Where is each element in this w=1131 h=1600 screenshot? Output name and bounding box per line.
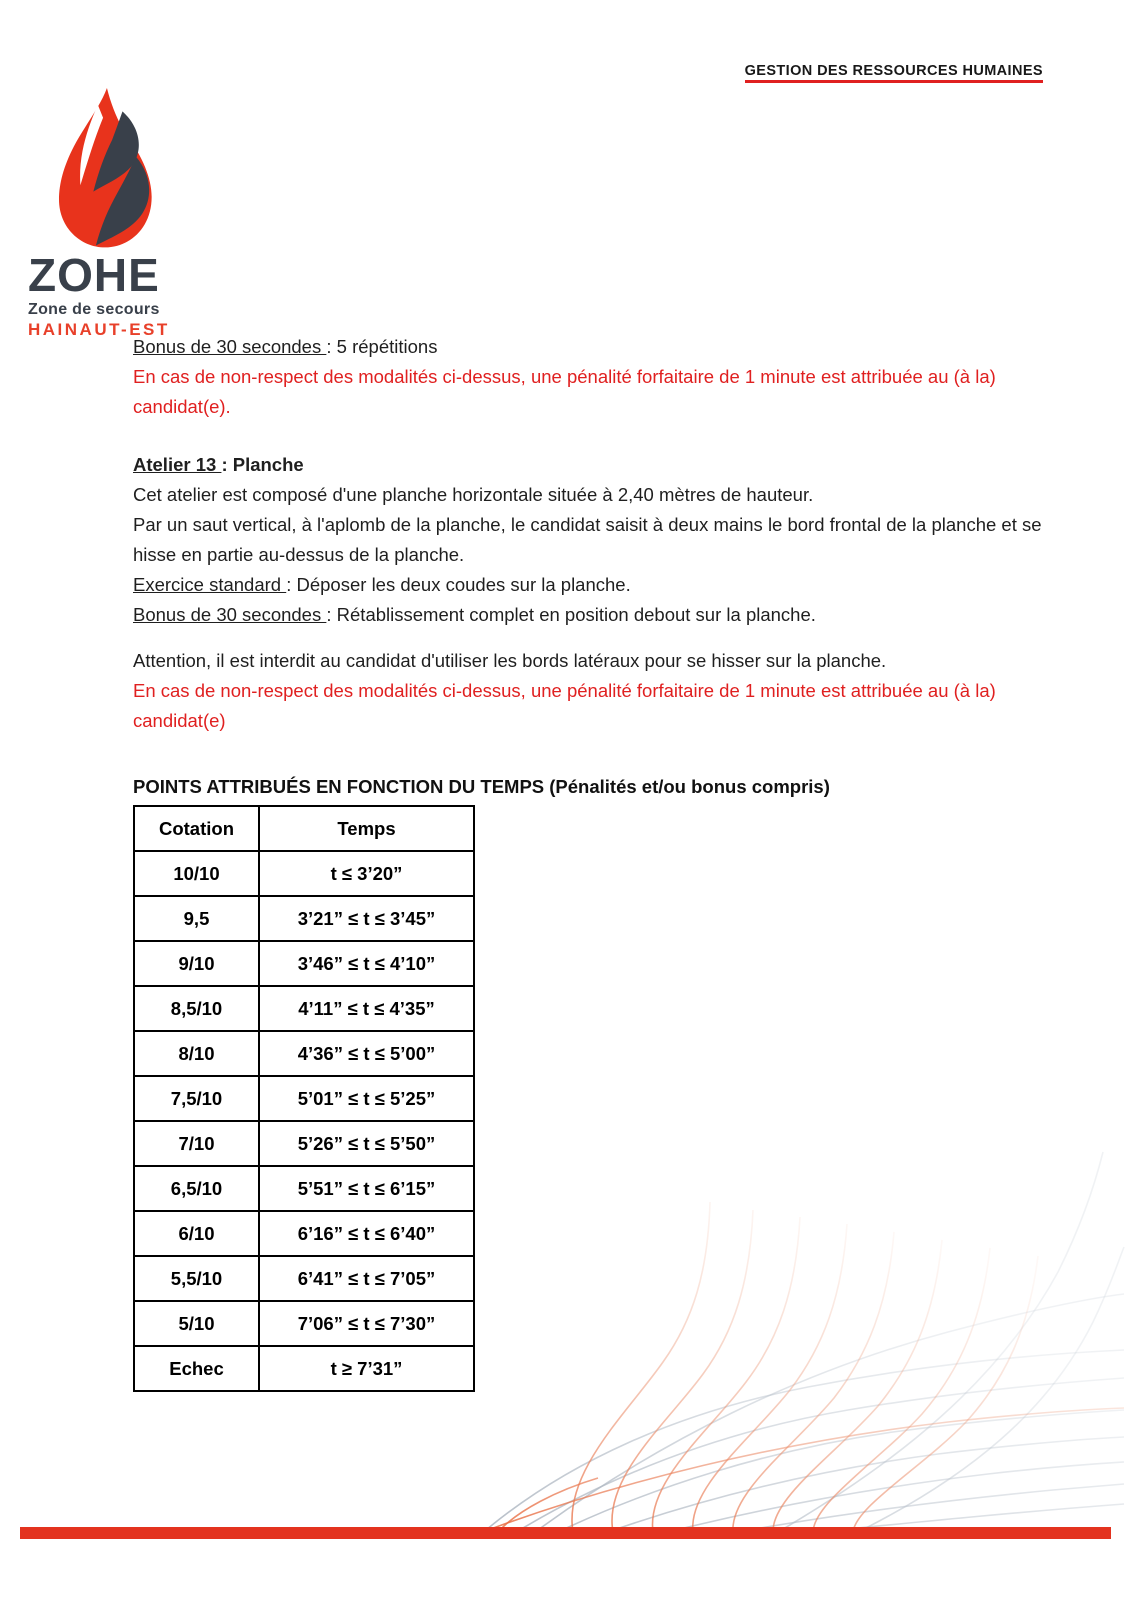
atelier-heading	[133, 450, 1047, 480]
temps-cell: 4’36” ≤ t ≤ 5’00”	[259, 1031, 474, 1076]
table-row	[134, 1031, 474, 1076]
cotation-header: Cotation	[134, 806, 259, 851]
table-row	[134, 1301, 474, 1346]
attention-note: Attention, il est interdit au candidat d'utiliser les bords latéraux pour se hisser sur la planche.	[133, 650, 887, 671]
atelier-desc-2: Par un saut vertical, à l'aplomb de la planche, le candidat saisit à deux mains le bord frontal de la planche et se hisse en partie au-dessus de la planche.	[133, 514, 1042, 565]
logo-subtitle: Zone de secours	[28, 301, 160, 318]
cotation-cell: 9,5	[134, 896, 259, 941]
table-row	[134, 1076, 474, 1121]
points-table	[133, 805, 475, 1392]
table-row	[134, 941, 474, 986]
table-row	[134, 1211, 474, 1256]
exercice-standard-lead: Exercice standard	[133, 574, 287, 595]
exercice-standard-rest: : Déposer les deux coudes sur la planche.	[286, 574, 631, 595]
spacer	[133, 736, 1047, 772]
cotation-cell: 10/10	[134, 851, 259, 896]
points-table-body	[134, 851, 474, 1391]
temps-cell: 5’01” ≤ t ≤ 5’25”	[259, 1076, 474, 1121]
atelier-heading-rest: : Planche	[221, 454, 304, 475]
atelier-heading-lead: Atelier 13	[133, 454, 222, 475]
table-row	[134, 1166, 474, 1211]
table-row	[134, 1121, 474, 1166]
flame-icon	[30, 88, 180, 250]
cotation-cell: 5,5/10	[134, 1256, 259, 1301]
cotation-cell: 9/10	[134, 941, 259, 986]
spacer	[133, 630, 1047, 646]
bonus-30s-line	[133, 332, 1047, 362]
bonus-30s-rest: : 5 répétitions	[326, 336, 438, 357]
cotation-cell: 5/10	[134, 1301, 259, 1346]
spacer	[133, 422, 1047, 450]
points-table-title: POINTS ATTRIBUÉS EN FONCTION DU TEMPS (Pénalités et/ou bonus compris)	[133, 776, 830, 797]
temps-cell: 5’26” ≤ t ≤ 5’50”	[259, 1121, 474, 1166]
temps-header: Temps	[259, 806, 474, 851]
temps-cell: 5’51” ≤ t ≤ 6’15”	[259, 1166, 474, 1211]
penalty-note-2: En cas de non-respect des modalités ci-dessus, une pénalité forfaitaire de 1 minute est attribuée au (à la) candidat(e)	[133, 680, 996, 731]
cotation-cell: 6,5/10	[134, 1166, 259, 1211]
zohe-logo	[28, 88, 188, 340]
cotation-cell: 7/10	[134, 1121, 259, 1166]
penalty-note-1: En cas de non-respect des modalités ci-dessus, une pénalité forfaitaire de 1 minute est attribuée au (à la) candidat(e).	[133, 366, 996, 417]
doc-header-title: GESTION DES RESSOURCES HUMAINES	[745, 63, 1043, 83]
bonus-30s-rest-2: : Rétablissement complet en position debout sur la planche.	[326, 604, 816, 625]
table-row	[134, 851, 474, 896]
exercice-standard-line	[133, 570, 1047, 600]
table-header-row	[134, 806, 474, 851]
table-row	[134, 1256, 474, 1301]
temps-cell: 3’21” ≤ t ≤ 3’45”	[259, 896, 474, 941]
table-row	[134, 896, 474, 941]
cotation-cell: 8/10	[134, 1031, 259, 1076]
logo-acronym: ZOHE	[28, 249, 160, 301]
cotation-cell: Echec	[134, 1346, 259, 1391]
bonus-30s-line-2	[133, 600, 1047, 630]
bonus-30s-lead-2: Bonus de 30 secondes	[133, 604, 327, 625]
cotation-cell: 7,5/10	[134, 1076, 259, 1121]
bonus-30s-lead: Bonus de 30 secondes	[133, 336, 327, 357]
footer-red-bar	[20, 1527, 1111, 1539]
logo-region: HAINAUT-EST	[28, 320, 170, 339]
cotation-cell: 8,5/10	[134, 986, 259, 1031]
cotation-cell: 6/10	[134, 1211, 259, 1256]
temps-cell: 4’11” ≤ t ≤ 4’35”	[259, 986, 474, 1031]
table-row	[134, 1346, 474, 1391]
table-row	[134, 986, 474, 1031]
temps-cell: t ≤ 3’20”	[259, 851, 474, 896]
temps-cell: 3’46” ≤ t ≤ 4’10”	[259, 941, 474, 986]
main-content	[133, 332, 1047, 1392]
temps-cell: 6’41” ≤ t ≤ 7’05”	[259, 1256, 474, 1301]
atelier-desc-1: Cet atelier est composé d'une planche horizontale située à 2,40 mètres de hauteur.	[133, 484, 814, 505]
temps-cell: 7’06” ≤ t ≤ 7’30”	[259, 1301, 474, 1346]
temps-cell: t ≥ 7’31”	[259, 1346, 474, 1391]
temps-cell: 6’16” ≤ t ≤ 6’40”	[259, 1211, 474, 1256]
